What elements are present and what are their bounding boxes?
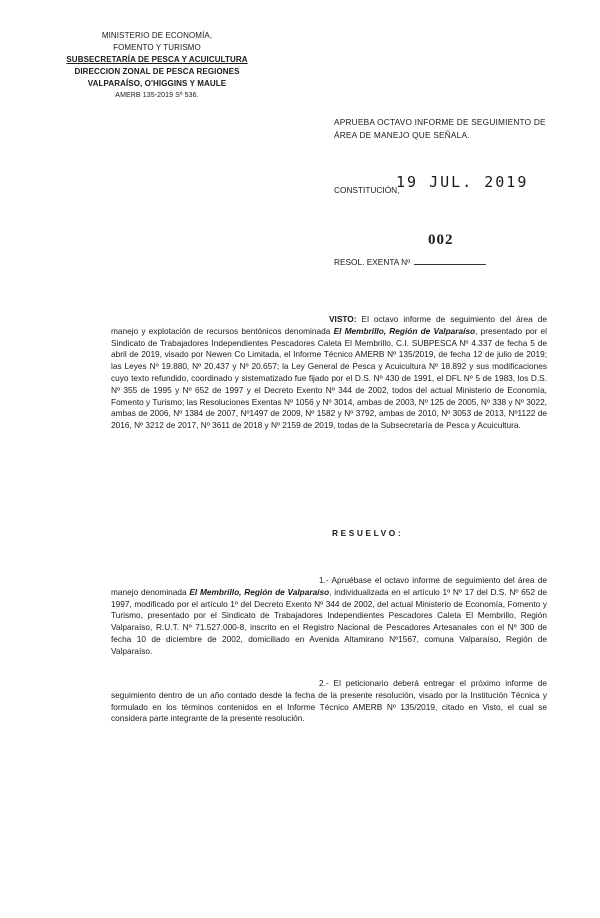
visto-area-name: El Membrillo, Región de Valparaíso <box>333 325 476 336</box>
letterhead-ministry-2: FOMENTO Y TURISMO <box>113 43 201 52</box>
letterhead-reference: AMERB 135-2019 Sª 536. <box>115 92 199 99</box>
resolution-number: 002 <box>428 232 454 248</box>
place: CONSTITUCIÓN, <box>334 185 400 195</box>
resuelvo-heading: RESUELVO: <box>332 528 404 538</box>
subject-line-1: APRUEBA OCTAVO INFORME DE SEGUIMIENTO DE <box>334 117 546 127</box>
subject <box>334 116 554 142</box>
resolution-label-text: RESOL. EXENTA Nº <box>334 257 411 267</box>
visto-paragraph <box>111 314 547 432</box>
letterhead-regions: VALPARAÍSO, O'HIGGINS Y MAULE <box>87 79 227 88</box>
visto-text-1: El octavo informe de seguimiento del área de manejo y explotación de recursos bentónicos denominada <box>111 314 547 336</box>
resolution-label <box>334 257 486 267</box>
visto-label: VISTO: <box>329 314 357 324</box>
article-1-text-2: , individualizada en el artículo 1º Nº 17 del D.S. Nº 652 de 1997, modificado por el artículo 1º del Decreto Exento Nº 344 de 2002, del actual Ministerio de Economía, Fomento y Turismo, presentado por el Sindicato de Trabajadores Independientes Pescadores Caleta El Membrillo, Región Valparaíso, R.U.T. Nº 71.527.000-8, inscrito en el Registro Nacional de Pescadores Artesanales con el Nº 300 de fecha 10 de diciembre de 2002, domiciliado en Avenida Altamirano Nº1567, comuna Valparaíso, Región de Valparaíso. <box>111 586 547 656</box>
subject-line-2: ÁREA DE MANEJO QUE SEÑALA. <box>334 130 470 140</box>
article-1 <box>111 575 547 658</box>
visto-text-2: , presentado por el Sindicato de Trabajadores Independientes Pescadores Caleta El Membrillo, C.I. SUBPESCA Nº 4.337 de fecha 5 de abril de 2019, visado por Newen Co Limitada, el Informe Técnico AMERB Nº 135/2019, de fecha 12 de julio de 2019; las Leyes Nº 19.880, Nº 20.437 y Nº 20.657; la Ley General de Pesca y Acuicultura Nº 18.892 y sus modificaciones cuyo texto refundido, coordinado y sistematizado fue fijado por el D.S. Nº 430 de 1991, el DFL Nº 5 de 1983, los D.S. Nº 355 de 1995 y Nº 652 de 1997 y el Decreto Exento Nº 344 de 2002, todos del actual Ministerio de Economía, Fomento y Turismo; las Resoluciones Exentas Nº 1056 y Nº 3014, ambas de 2003, Nº 125 de 2005, Nº 338 y Nº 3022, ambas de 2006, Nº 1384 de 2007, Nº1497 de 2009, Nº 1582 y Nº 3792, ambas de 2010, Nº 3053 de 2013, Nº1122 de 2016, Nº 3212 de 2017, Nº 3611 de 2018 y Nº 2159 de 2019, todas de la Subsecretaría de Pesca y Acuicultura. <box>111 325 547 431</box>
letterhead-direccion: DIRECCION ZONAL DE PESCA REGIONES <box>74 67 240 76</box>
letterhead-subsecretaria: SUBSECRETARÍA DE PESCA Y ACUICULTURA <box>66 55 248 64</box>
article-2-text: 2.- El peticionario deberá entregar el próximo informe de seguimiento dentro de un año contado desde la fecha de la presente resolución, visado por la Institución Técnica y formulado en los términos contenidos en el Informe Técnico AMERB Nº 135/2019, citado en Visto, el cual se considera parte integrante de la presente resolución. <box>111 678 547 724</box>
article-1-area-name: El Membrillo, Región de Valparaíso <box>189 586 330 597</box>
article-2 <box>111 678 547 725</box>
letterhead <box>52 30 262 102</box>
resolution-blank-line <box>414 264 486 265</box>
date-stamp: 19 JUL. 2019 <box>396 173 529 191</box>
letterhead-ministry: MINISTERIO DE ECONOMÍA, <box>101 31 213 40</box>
article-1-text-1: 1.- Apruébase el octavo informe de seguimiento del área de manejo denominada <box>111 575 547 597</box>
